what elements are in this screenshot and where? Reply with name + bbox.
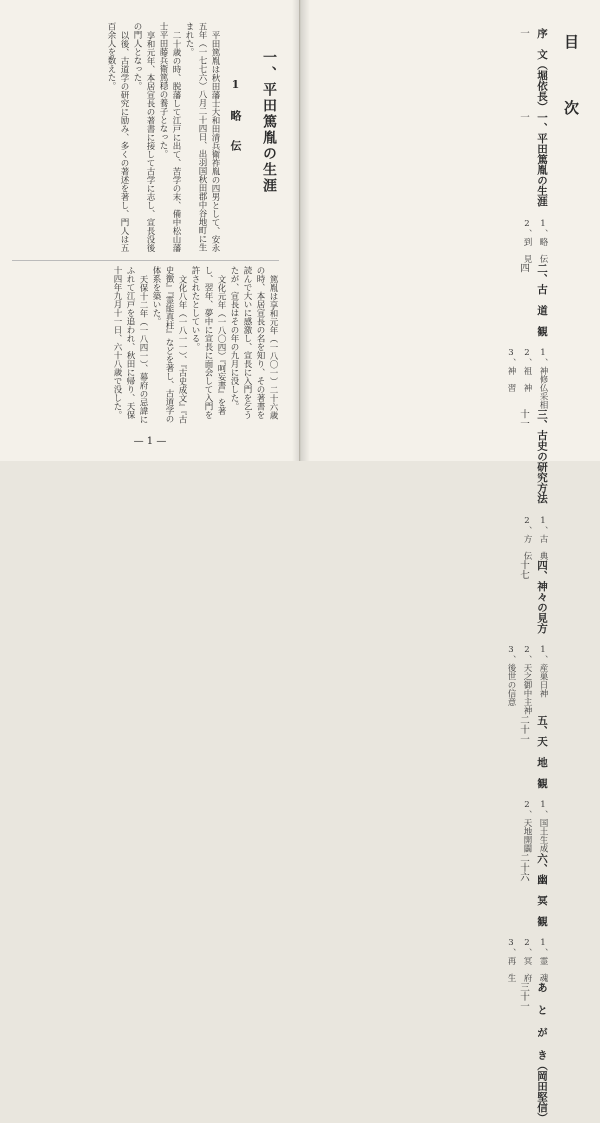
paragraph: 二十歳の時、脱藩して江戸に出て、苦学の末、備中松山藩士平田藤兵衛篤穏の養子となった。 (158, 22, 181, 252)
toc-subentries (506, 336, 551, 409)
toc-subentries (506, 926, 551, 982)
toc-entry-page: 二十一 (518, 714, 529, 743)
toc-subentry[interactable]: 1、国土生成 (538, 800, 548, 853)
toc-subentries (522, 788, 551, 853)
toc-subentries (522, 504, 551, 560)
table-of-contents (506, 28, 582, 1123)
toc-subentry[interactable]: 3、神 習 (506, 348, 516, 392)
section-title: 1 略 伝 (229, 78, 242, 155)
toc-subentry[interactable]: 2、天之御中主神 (522, 645, 532, 715)
divider (12, 260, 279, 261)
paragraph: 文化八年（一八一一）、『古史成文』『古史徴』『霊能真柱』などを著し、古道学の体系を築いた。 (151, 266, 187, 424)
paragraph: 天保十二年（一八四一）、幕府の忌諱にふれて江戸を追われ、秋田に帰り、天保十四年九月十一日、六十八歳で没した。 (112, 266, 148, 424)
toc-subentry[interactable]: 1、産巣日神 (538, 645, 548, 698)
paragraph: 篤胤は享和元年（一八〇一）二十六歳の時、本居宣長の名を知り、その著書を読んで大いに感激し、宣長に入門を乞うたが、宣長はその年の九月に没した。 (229, 266, 278, 419)
toc-entry-page: 二十六 (518, 852, 529, 881)
toc-entry-label: 一、平田篤胤の生涯 (536, 112, 548, 207)
toc-entry[interactable] (518, 28, 551, 112)
toc-title: 目 次 (562, 34, 580, 133)
toc-subentry[interactable]: 1、略 伝 (538, 218, 548, 263)
chapter-title: 一、平田篤胤の生涯 (261, 50, 277, 194)
toc-entry-label: 四、神々の見方 (536, 559, 548, 633)
toc-entry-page: 三十一 (518, 982, 529, 1011)
paragraph: 文化元年（一八〇四）『呵妄書』を著し、翌年、夢中に宣長に面会して入門を許されたとしている。 (190, 266, 226, 419)
toc-entry-label: 五、天 地 観 (536, 714, 548, 788)
toc-entry-page: 一 (518, 112, 529, 122)
toc-entry[interactable] (518, 714, 551, 789)
page-number: — 1 — (133, 436, 167, 447)
toc-subentry[interactable]: 3、後世の信意 (506, 645, 516, 706)
toc-entry-label: 三、古史の研究方法 (536, 409, 548, 504)
toc-subentry[interactable]: 2、方 伝 (522, 515, 532, 560)
toc-entry[interactable] (518, 112, 551, 207)
toc-entry-label: 六、幽 冥 観 (536, 852, 548, 926)
toc-subentry[interactable]: 1、古 典 (538, 515, 548, 560)
toc-entry-page: 十七 (518, 559, 529, 579)
toc-subentry[interactable]: 2、祖 神 (522, 348, 532, 392)
toc-entry[interactable] (518, 982, 551, 1123)
paragraph: 享和元年、本居宣長の著書に接して古学に志し、宣長没後の門人となった。 (132, 22, 155, 252)
toc-entry[interactable] (518, 262, 551, 337)
toc-entry-label: 序 文（堀依長） (536, 28, 548, 112)
toc-subentry[interactable]: 3、再 生 (506, 938, 516, 982)
toc-page (301, 0, 600, 1123)
toc-entry[interactable] (518, 852, 551, 927)
toc-subentry[interactable]: 2、天地開闢 (522, 800, 532, 853)
toc-entry-page: 四 (518, 262, 529, 272)
toc-subentries (522, 207, 551, 263)
paragraph: 平田篤胤は秋田藩士大和田清兵衛祚胤の四男として、安永五年（一七七六）八月二十四日、出羽国秋田郡中谷地町に生まれた。 (184, 22, 220, 252)
toc-entry[interactable] (518, 409, 551, 504)
toc-list (506, 28, 551, 1123)
toc-subentry[interactable]: 1、霊 魂 (538, 938, 548, 982)
toc-subentry[interactable]: 1、神修仏采相 (538, 348, 548, 409)
toc-entry-page: 十一 (518, 409, 529, 428)
body-text-lower (7, 266, 279, 424)
toc-entry-page: 一 (518, 28, 529, 38)
body-text-upper (11, 22, 221, 254)
toc-subentry[interactable]: 2、到 見 (522, 218, 532, 263)
toc-entry-label: あ と が き（岡田堅信） (536, 982, 548, 1123)
paragraph: 以後、古道学の研究に励み、多くの著述を著し、門人は五百余人を数えた。 (106, 22, 129, 252)
body-page (0, 0, 300, 461)
toc-entry[interactable] (518, 559, 551, 634)
toc-subentry[interactable]: 2、冥 府 (522, 938, 532, 982)
toc-entry-label: 二、古 道 観 (536, 262, 548, 336)
toc-subentries (506, 633, 551, 715)
